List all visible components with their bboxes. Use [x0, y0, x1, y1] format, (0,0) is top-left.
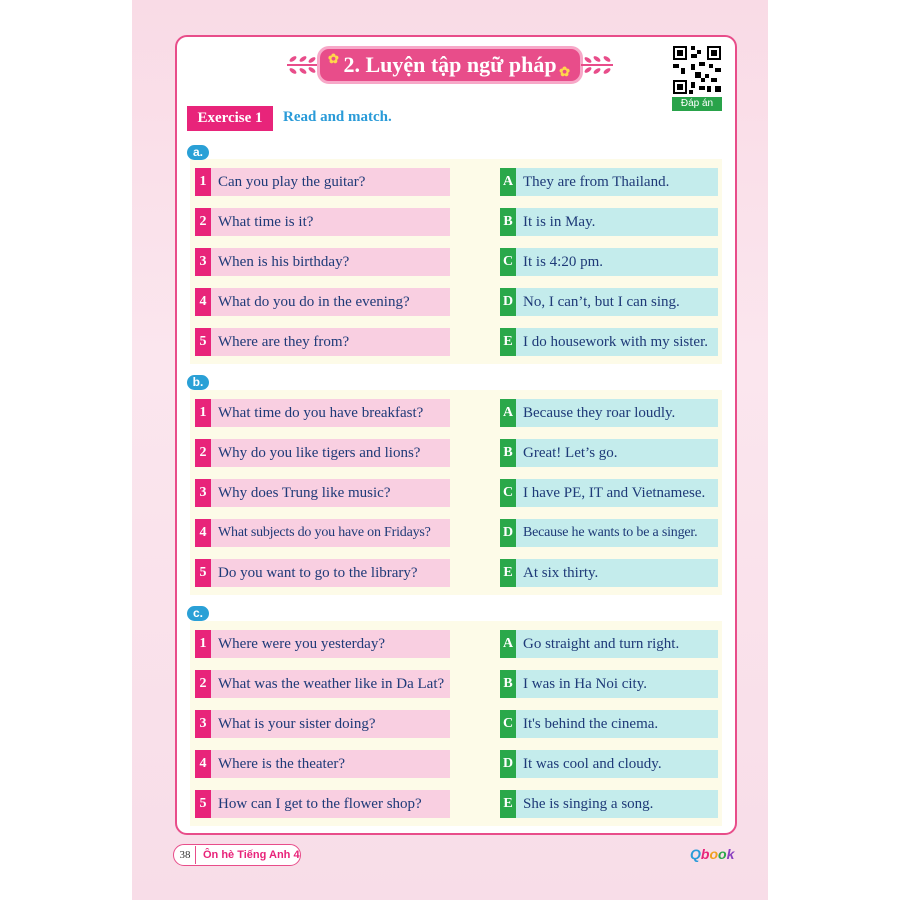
answer-letter: D	[500, 288, 516, 316]
answer-letter: E	[500, 328, 516, 356]
question-number: 1	[195, 630, 211, 658]
flower-icon: ✿	[328, 51, 339, 66]
question-text: When is his birthday?	[211, 248, 450, 276]
question-text: What was the weather like in Da Lat?	[211, 670, 450, 698]
answer-item[interactable]	[500, 248, 718, 276]
answer-text: Great! Let’s go.	[516, 439, 718, 467]
question-item[interactable]	[195, 328, 450, 356]
question-text: Why do you like tigers and lions?	[211, 439, 450, 467]
answer-text: It's behind the cinema.	[516, 710, 718, 738]
question-number: 5	[195, 790, 211, 818]
question-text: What is your sister doing?	[211, 710, 450, 738]
question-number: 1	[195, 399, 211, 427]
question-number: 4	[195, 288, 211, 316]
answer-text: It is 4:20 pm.	[516, 248, 718, 276]
answer-item[interactable]	[500, 479, 718, 507]
answer-letter: B	[500, 670, 516, 698]
exercise-instruction: Read and match.	[283, 109, 392, 125]
answer-letter: E	[500, 559, 516, 587]
answer-letter: A	[500, 168, 516, 196]
answer-letter: B	[500, 439, 516, 467]
qr-answer-label: Đáp án	[672, 97, 722, 111]
publisher-logo: Qbook	[690, 846, 735, 862]
question-item[interactable]	[195, 519, 450, 547]
section-title: 2. Luyện tập ngữ pháp	[343, 52, 557, 77]
answer-item[interactable]	[500, 630, 718, 658]
question-text: Where are they from?	[211, 328, 450, 356]
answer-text: I have PE, IT and Vietnamese.	[516, 479, 718, 507]
question-item[interactable]	[195, 750, 450, 778]
left-branch-icon	[285, 50, 321, 80]
answer-text: I do housework with my sister.	[516, 328, 718, 356]
answer-item[interactable]	[500, 288, 718, 316]
question-text: What subjects do you have on Fridays?	[211, 519, 450, 547]
exercise-badge: Exercise 1	[187, 106, 273, 131]
answer-text: No, I can’t, but I can sing.	[516, 288, 718, 316]
answer-text: It was cool and cloudy.	[516, 750, 718, 778]
answer-text: I was in Ha Noi city.	[516, 670, 718, 698]
answer-item[interactable]	[500, 710, 718, 738]
answer-letter: A	[500, 399, 516, 427]
question-item[interactable]	[195, 288, 450, 316]
answer-letter: C	[500, 479, 516, 507]
question-item[interactable]	[195, 790, 450, 818]
answer-text: Go straight and turn right.	[516, 630, 718, 658]
question-item[interactable]	[195, 399, 450, 427]
answer-item[interactable]	[500, 790, 718, 818]
answer-item[interactable]	[500, 168, 718, 196]
answer-item[interactable]	[500, 439, 718, 467]
question-number: 2	[195, 208, 211, 236]
answer-text: Because he wants to be a singer.	[516, 519, 718, 547]
answer-item[interactable]	[500, 208, 718, 236]
question-text: Where were you yesterday?	[211, 630, 450, 658]
question-item[interactable]	[195, 559, 450, 587]
book-title: Ôn hè Tiếng Anh 4	[203, 849, 300, 861]
question-item[interactable]	[195, 710, 450, 738]
question-number: 4	[195, 750, 211, 778]
answer-letter: E	[500, 790, 516, 818]
answer-text: She is singing a song.	[516, 790, 718, 818]
question-number: 2	[195, 439, 211, 467]
qr-code-icon[interactable]	[671, 44, 723, 96]
flower-icon: ✿	[559, 64, 570, 79]
section-label-c: c.	[187, 606, 209, 621]
question-item[interactable]	[195, 630, 450, 658]
question-item[interactable]	[195, 208, 450, 236]
question-item[interactable]	[195, 670, 450, 698]
answer-text: At six thirty.	[516, 559, 718, 587]
question-item[interactable]	[195, 439, 450, 467]
answer-item[interactable]	[500, 750, 718, 778]
question-item[interactable]	[195, 248, 450, 276]
question-number: 2	[195, 670, 211, 698]
answer-letter: D	[500, 750, 516, 778]
answer-text: It is in May.	[516, 208, 718, 236]
title-banner	[285, 44, 615, 88]
section-title-pill	[317, 46, 583, 84]
question-item[interactable]	[195, 479, 450, 507]
answer-letter: B	[500, 208, 516, 236]
answer-letter: A	[500, 630, 516, 658]
question-text: Do you want to go to the library?	[211, 559, 450, 587]
answer-text: They are from Thailand.	[516, 168, 718, 196]
question-text: Why does Trung like music?	[211, 479, 450, 507]
question-text: How can I get to the flower shop?	[211, 790, 450, 818]
answer-item[interactable]	[500, 559, 718, 587]
question-text: What do you do in the evening?	[211, 288, 450, 316]
page-number: 38	[175, 846, 196, 864]
answer-item[interactable]	[500, 328, 718, 356]
answer-letter: C	[500, 248, 516, 276]
answer-letter: C	[500, 710, 516, 738]
answer-item[interactable]	[500, 399, 718, 427]
question-text: What time do you have breakfast?	[211, 399, 450, 427]
answer-item[interactable]	[500, 519, 718, 547]
section-label-a: a.	[187, 145, 209, 160]
question-number: 5	[195, 559, 211, 587]
question-number: 3	[195, 710, 211, 738]
question-text: What time is it?	[211, 208, 450, 236]
answer-text: Because they roar loudly.	[516, 399, 718, 427]
question-number: 4	[195, 519, 211, 547]
question-number: 1	[195, 168, 211, 196]
question-item[interactable]	[195, 168, 450, 196]
section-label-b: b.	[187, 375, 209, 390]
question-text: Can you play the guitar?	[211, 168, 450, 196]
question-number: 3	[195, 479, 211, 507]
question-number: 5	[195, 328, 211, 356]
answer-letter: D	[500, 519, 516, 547]
right-branch-icon	[579, 50, 615, 80]
answer-item[interactable]	[500, 670, 718, 698]
question-number: 3	[195, 248, 211, 276]
question-text: Where is the theater?	[211, 750, 450, 778]
